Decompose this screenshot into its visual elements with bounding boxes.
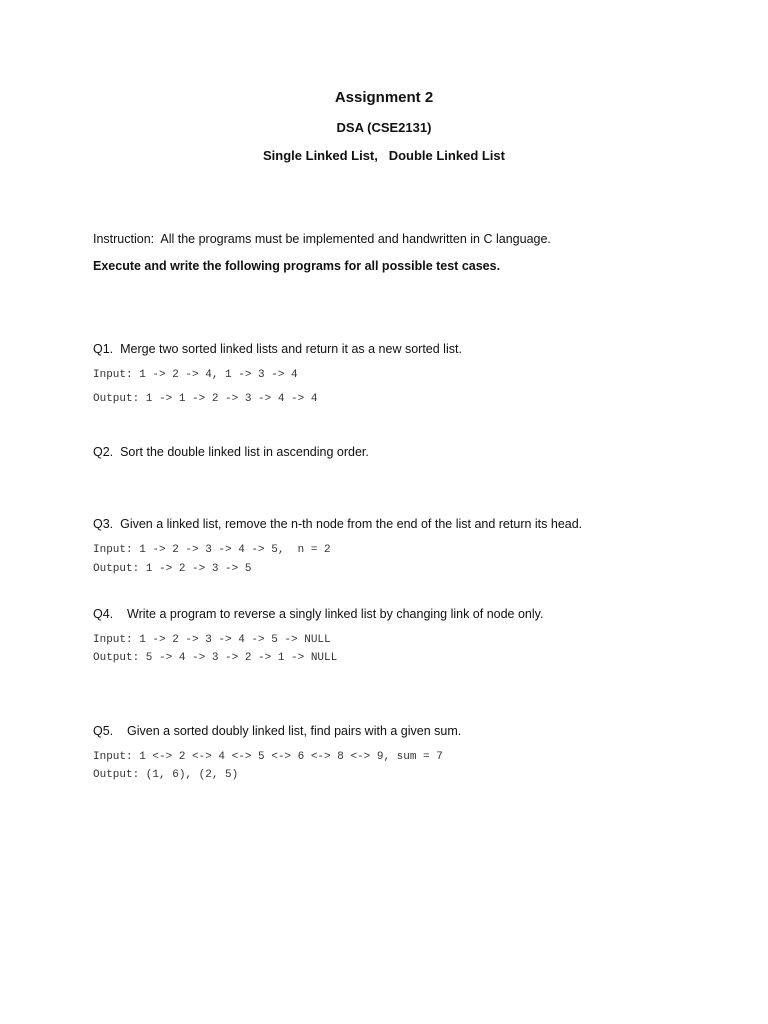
instruction-line: Instruction: All the programs must be implemented and handwritten in C language. bbox=[93, 232, 551, 246]
question-1-text: Q1. Merge two sorted linked lists and return it as a new sorted list. bbox=[93, 342, 462, 356]
question-3-output: Output: 1 -> 2 -> 3 -> 5 bbox=[93, 563, 252, 575]
question-3-input: Input: 1 -> 2 -> 3 -> 4 -> 5, n = 2 bbox=[93, 544, 331, 556]
topics-line: Single Linked List, Double Linked List bbox=[263, 148, 505, 163]
question-1-output: Output: 1 -> 1 -> 2 -> 3 -> 4 -> 4 bbox=[93, 393, 318, 405]
question-4-text: Q4. Write a program to reverse a singly linked list by changing link of node only. bbox=[93, 607, 544, 621]
question-2-text: Q2. Sort the double linked list in ascending order. bbox=[93, 445, 369, 459]
question-5-text: Q5. Given a sorted doubly linked list, find pairs with a given sum. bbox=[93, 724, 462, 738]
page-title: Assignment 2 bbox=[334, 89, 434, 106]
question-1-input: Input: 1 -> 2 -> 4, 1 -> 3 -> 4 bbox=[93, 369, 298, 381]
question-5-output: Output: (1, 6), (2, 5) bbox=[93, 769, 239, 781]
question-3-text: Q3. Given a linked list, remove the n-th node from the end of the list and return its head. bbox=[93, 517, 583, 531]
question-4-input: Input: 1 -> 2 -> 3 -> 4 -> 5 -> NULL bbox=[93, 634, 331, 646]
question-5-input: Input: 1 <-> 2 <-> 4 <-> 5 <-> 6 <-> 8 <-> 9, sum = 7 bbox=[93, 751, 443, 763]
question-4-output: Output: 5 -> 4 -> 3 -> 2 -> 1 -> NULL bbox=[93, 652, 338, 664]
course-code: DSA (CSE2131) bbox=[336, 120, 432, 135]
execute-instruction: Execute and write the following programs for all possible test cases. bbox=[93, 259, 501, 273]
